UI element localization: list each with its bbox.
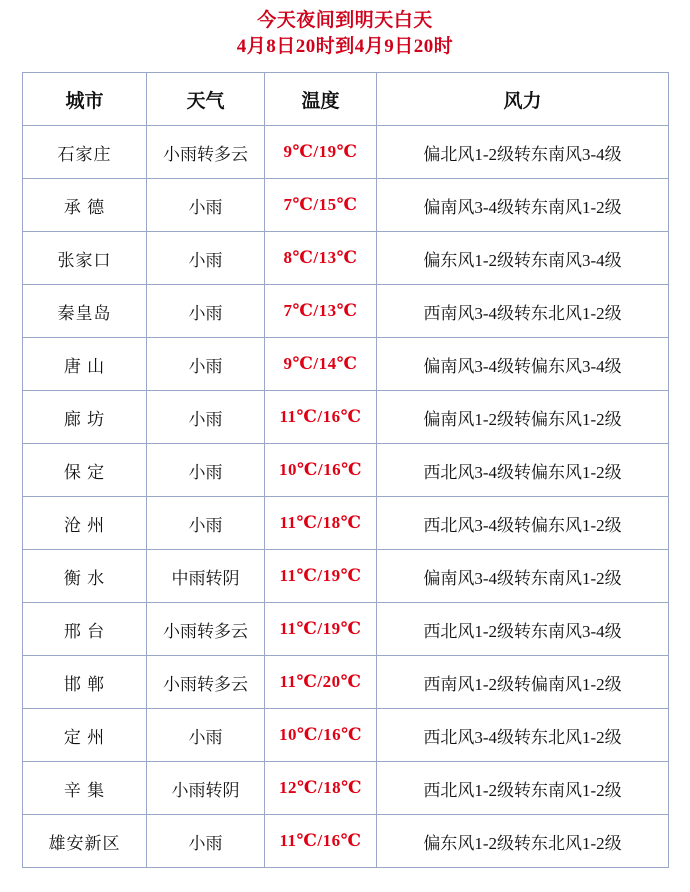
table-row [23,391,669,444]
cell-temperature: 11℃/16℃ [265,815,377,868]
cell-city: 邯 郸 [23,656,147,709]
cell-wind: 偏南风1-2级转偏东风1-2级 [377,391,669,444]
cell-temperature: 11℃/16℃ [265,391,377,444]
cell-temperature: 11℃/19℃ [265,550,377,603]
cell-city: 唐 山 [23,338,147,391]
cell-weather: 小雨 [147,232,265,285]
cell-city: 秦皇岛 [23,285,147,338]
cell-temperature: 7℃/15℃ [265,179,377,232]
table-row [23,232,669,285]
cell-temperature: 11℃/19℃ [265,603,377,656]
column-header-wind: 风力 [377,73,669,126]
cell-wind: 偏北风1-2级转东南风3-4级 [377,126,669,179]
cell-city: 辛 集 [23,762,147,815]
cell-wind: 西北风3-4级转偏东风1-2级 [377,497,669,550]
table-row [23,497,669,550]
cell-wind: 西南风1-2级转偏南风1-2级 [377,656,669,709]
cell-city: 雄安新区 [23,815,147,868]
table-row [23,444,669,497]
cell-temperature: 10℃/16℃ [265,709,377,762]
cell-weather: 小雨 [147,391,265,444]
cell-wind: 偏东风1-2级转东北风1-2级 [377,815,669,868]
cell-city: 邢 台 [23,603,147,656]
cell-wind: 西北风3-4级转东北风1-2级 [377,709,669,762]
table-header-row [23,73,669,126]
cell-temperature: 8℃/13℃ [265,232,377,285]
table-row [23,179,669,232]
page-title [0,0,690,66]
cell-city: 保 定 [23,444,147,497]
cell-city: 廊 坊 [23,391,147,444]
table-row [23,285,669,338]
table-body [23,126,669,868]
cell-weather: 小雨 [147,285,265,338]
cell-temperature: 12℃/18℃ [265,762,377,815]
forecast-table-wrapper [22,72,668,868]
cell-temperature: 7℃/13℃ [265,285,377,338]
cell-weather: 小雨转阴 [147,762,265,815]
title-line-period: 今天夜间到明天白天 [257,10,433,31]
table-row [23,338,669,391]
table-row [23,656,669,709]
cell-temperature: 9℃/19℃ [265,126,377,179]
cell-wind: 偏东风1-2级转东南风3-4级 [377,232,669,285]
column-header-temperature: 温度 [265,73,377,126]
column-header-city: 城市 [23,73,147,126]
cell-temperature: 9℃/14℃ [265,338,377,391]
cell-city: 张家口 [23,232,147,285]
cell-wind: 偏南风3-4级转东南风1-2级 [377,550,669,603]
cell-wind: 西南风3-4级转东北风1-2级 [377,285,669,338]
column-header-weather: 天气 [147,73,265,126]
cell-weather: 小雨转多云 [147,603,265,656]
cell-city: 石家庄 [23,126,147,179]
cell-city: 承 德 [23,179,147,232]
table-row [23,762,669,815]
cell-wind: 西北风1-2级转东南风1-2级 [377,762,669,815]
title-line-timerange: 4月8日20时到4月9日20时 [236,36,454,57]
cell-wind: 西北风3-4级转偏东风1-2级 [377,444,669,497]
cell-temperature: 11℃/18℃ [265,497,377,550]
cell-city: 衡 水 [23,550,147,603]
cell-weather: 小雨 [147,444,265,497]
cell-wind: 西北风1-2级转东南风3-4级 [377,603,669,656]
cell-city: 定 州 [23,709,147,762]
cell-weather: 中雨转阴 [147,550,265,603]
cell-weather: 小雨转多云 [147,126,265,179]
cell-weather: 小雨 [147,179,265,232]
cell-weather: 小雨转多云 [147,656,265,709]
table-row [23,709,669,762]
table-row [23,603,669,656]
cell-weather: 小雨 [147,709,265,762]
cell-temperature: 10℃/16℃ [265,444,377,497]
table-header [23,73,669,126]
cell-wind: 偏南风3-4级转东南风1-2级 [377,179,669,232]
cell-weather: 小雨 [147,815,265,868]
cell-city: 沧 州 [23,497,147,550]
cell-weather: 小雨 [147,497,265,550]
cell-weather: 小雨 [147,338,265,391]
cell-wind: 偏南风3-4级转偏东风3-4级 [377,338,669,391]
forecast-table [22,72,669,868]
table-row [23,126,669,179]
table-row [23,815,669,868]
table-row [23,550,669,603]
cell-temperature: 11℃/20℃ [265,656,377,709]
